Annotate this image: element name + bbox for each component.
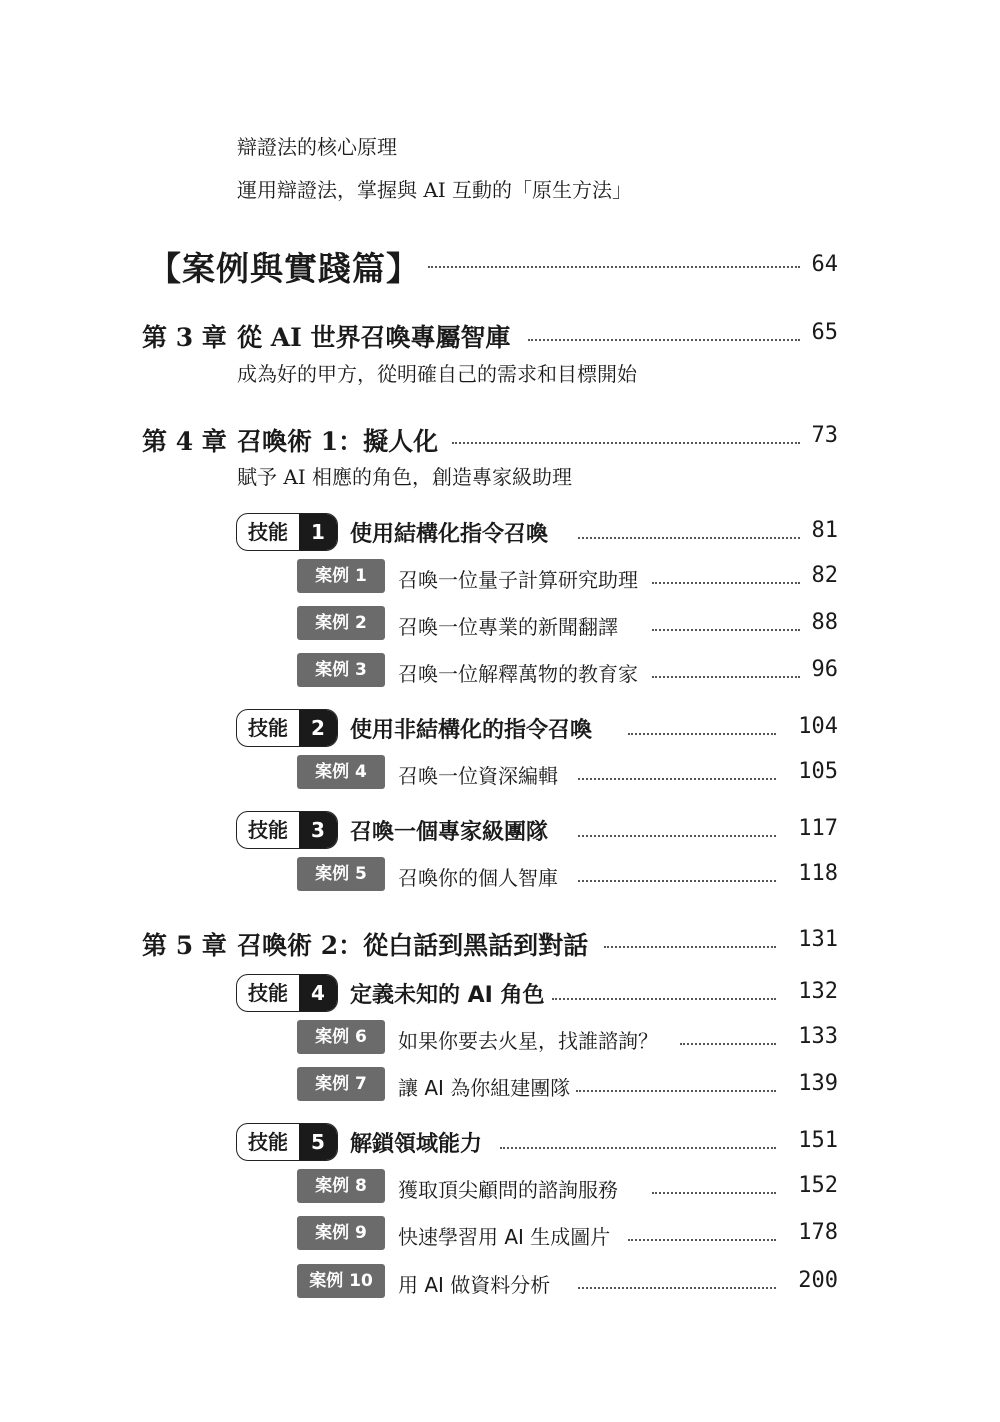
- chapter-number: 第 3 章: [142, 323, 227, 352]
- toc-leader-dots: [604, 946, 776, 948]
- toc-leader-dots: [578, 778, 776, 780]
- toc-leader-dots: [552, 998, 776, 1000]
- skill-title[interactable]: 定義未知的 AI 角色: [350, 983, 545, 1008]
- toc-leader-dots: [578, 835, 776, 837]
- skill-title[interactable]: 解鎖領域能力: [350, 1132, 483, 1157]
- skill-label: 技能: [248, 520, 288, 544]
- case-badge: 案例 5: [297, 857, 385, 891]
- skill-label: 技能: [248, 716, 288, 740]
- case-badge: 案例 1: [297, 559, 385, 593]
- skill-number: 3: [299, 812, 337, 848]
- skill-page-number: 104: [798, 714, 838, 739]
- case-title[interactable]: 讓 AI 為你組建團隊: [398, 1076, 571, 1100]
- skill-number: 1: [299, 514, 337, 550]
- case-title[interactable]: 召喚一位量子計算研究助理: [398, 568, 638, 592]
- skill-label: 技能: [248, 818, 288, 842]
- chapter-title[interactable]: 從 AI 世界召喚專屬智庫: [237, 323, 511, 352]
- case-badge: 案例 6: [297, 1020, 385, 1054]
- skill-page-number: 132: [798, 979, 838, 1004]
- case-badge: 案例 8: [297, 1169, 385, 1203]
- skill-badge: [236, 974, 338, 1012]
- case-page-number: 200: [798, 1268, 838, 1293]
- skill-badge: [236, 709, 338, 747]
- case-page-number: 88: [811, 610, 838, 635]
- case-title[interactable]: 獲取頂尖顧問的諮詢服務: [398, 1178, 618, 1202]
- case-badge: 案例 2: [297, 606, 385, 640]
- skill-number: 5: [299, 1124, 337, 1160]
- chapter-subtitle: 成為好的甲方，從明確自己的需求和目標開始: [237, 362, 637, 386]
- case-badge: 案例 3: [297, 653, 385, 687]
- skill-page-number: 151: [798, 1128, 838, 1153]
- skill-label: 技能: [248, 981, 288, 1005]
- toc-leader-dots: [578, 1287, 776, 1289]
- case-page-number: 139: [798, 1071, 838, 1096]
- skill-badge: [236, 811, 338, 849]
- chapter-title[interactable]: 召喚術 2：從白話到黑話到對話: [237, 931, 589, 960]
- toc-leader-dots: [528, 339, 800, 341]
- toc-leader-dots: [578, 880, 776, 882]
- case-page-number: 96: [811, 657, 838, 682]
- chapter-subtitle: 賦予 AI 相應的角色，創造專家級助理: [237, 465, 573, 489]
- toc-leader-dots: [628, 1239, 776, 1241]
- chapter-page-number: 65: [811, 320, 838, 345]
- toc-leader-dots: [652, 1192, 776, 1194]
- chapter-number: 第 4 章: [142, 427, 227, 456]
- case-badge: 案例 10: [297, 1264, 385, 1298]
- toc-leader-dots: [652, 582, 800, 584]
- skill-label: 技能: [248, 1130, 288, 1154]
- case-page-number: 178: [798, 1220, 838, 1245]
- chapter-page-number: 131: [798, 927, 838, 952]
- toc-leader-dots: [680, 1043, 776, 1045]
- toc-leader-dots: [428, 266, 800, 268]
- skill-number: 2: [299, 710, 337, 746]
- case-title[interactable]: 召喚一位資深編輯: [398, 764, 558, 788]
- skill-page-number: 81: [811, 518, 838, 543]
- intro-line-1: 辯證法的核心原理: [237, 135, 397, 159]
- case-title[interactable]: 召喚一位專業的新聞翻譯: [398, 615, 618, 639]
- part-page-number: 64: [811, 252, 838, 277]
- toc-leader-dots: [578, 537, 800, 539]
- case-page-number: 133: [798, 1024, 838, 1049]
- part-title[interactable]: 【案例與實踐篇】: [148, 249, 420, 288]
- chapter-title[interactable]: 召喚術 1：擬人化: [237, 427, 439, 456]
- skill-badge: [236, 513, 338, 551]
- case-title[interactable]: 用 AI 做資料分析: [398, 1273, 551, 1297]
- skill-title[interactable]: 使用結構化指令召喚: [350, 522, 549, 547]
- case-badge: 案例 4: [297, 755, 385, 789]
- case-page-number: 82: [811, 563, 838, 588]
- toc-leader-dots: [628, 733, 776, 735]
- case-badge: 案例 7: [297, 1067, 385, 1101]
- chapter-page-number: 73: [811, 423, 838, 448]
- case-page-number: 105: [798, 759, 838, 784]
- toc-leader-dots: [576, 1090, 776, 1092]
- case-badge: 案例 9: [297, 1216, 385, 1250]
- case-page-number: 118: [798, 861, 838, 886]
- toc-leader-dots: [652, 676, 800, 678]
- skill-page-number: 117: [798, 816, 838, 841]
- case-title[interactable]: 召喚一位解釋萬物的教育家: [398, 662, 638, 686]
- case-title[interactable]: 召喚你的個人智庫: [398, 866, 558, 890]
- skill-title[interactable]: 召喚一個專家級團隊: [350, 820, 549, 845]
- intro-line-2: 運用辯證法，掌握與 AI 互動的「原生方法」: [237, 178, 633, 202]
- case-page-number: 152: [798, 1173, 838, 1198]
- case-title[interactable]: 快速學習用 AI 生成圖片: [398, 1225, 611, 1249]
- skill-title[interactable]: 使用非結構化的指令召喚: [350, 718, 593, 743]
- toc-leader-dots: [500, 1147, 776, 1149]
- skill-badge: [236, 1123, 338, 1161]
- toc-leader-dots: [652, 629, 800, 631]
- skill-number: 4: [299, 975, 337, 1011]
- chapter-number: 第 5 章: [142, 931, 227, 960]
- toc-leader-dots: [452, 442, 800, 444]
- case-title[interactable]: 如果你要去火星，找誰諮詢？: [398, 1029, 658, 1053]
